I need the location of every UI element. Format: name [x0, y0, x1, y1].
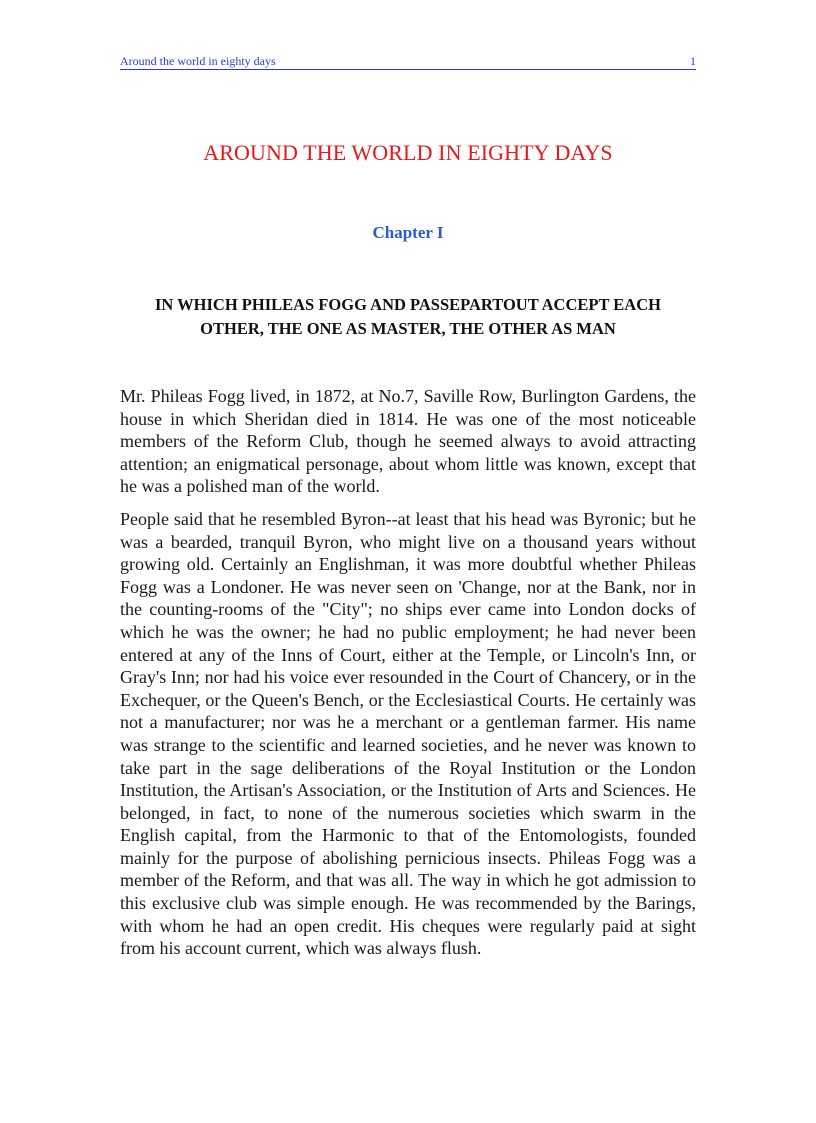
running-title-link[interactable]: Around the world in eighty days [120, 54, 276, 68]
paragraph-1: Mr. Phileas Fogg lived, in 1872, at No.7, Saville Row, Burlington Gardens, the house in which Sheridan died in 1814. He was one of the most noticeable members of the Reform Club, though he seemed always to avoid attracting attention; an enigmatical personage, about whom little was known, except that he was a polished man of the world. [120, 386, 696, 497]
running-header [120, 54, 696, 70]
chapter-heading-line-1: IN WHICH PHILEAS FOGG AND PASSEPARTOUT ACCEPT EACH [155, 295, 661, 314]
paragraph-2: People said that he resembled Byron--at least that his head was Byronic; but he was a bearded, tranquil Byron, who might live on a thousand years without growing old. Certainly an Englishman, it was more doubtful whether Phileas Fogg was a Londoner. He was never seen on 'Change, nor at the Bank, nor in the counting-rooms of the "City"; no ships ever came into London docks of which he was the owner; he had no public employment; he had never been entered at any of the Inns of Court, either at the Temple, or Lincoln's Inn, or Gray's Inn; nor had his voice ever resounded in the Court of Chancery, or in the Exchequer, or the Queen's Bench, or the Ecclesiastical Courts. He certainly was not a manufacturer; nor was he a merchant or a gentleman farmer. His name was strange to the scientific and learned societies, and he never was known to take part in the sage deliberations of the Royal Institution or the London Institution, the Artisan's Association, or the Institution of Arts and Sciences. He belonged, in fact, to none of the numerous societies which swarm in the English capital, from the Harmonic to that of the Entomologists, founded mainly for the purpose of abolishing pernicious insects. Phileas Fogg was a member of the Reform, and that was all. The way in which he got admission to this exclusive club was simple enough. He was recommended by the Barings, with whom he had an open credit. His cheques were regularly paid at sight from his account current, which was always flush. [120, 508, 696, 959]
chapter-body [120, 385, 696, 970]
chapter-heading-line-2: OTHER, THE ONE AS MASTER, THE OTHER AS MAN [200, 319, 616, 338]
page-number: 1 [690, 54, 696, 68]
chapter-heading [120, 293, 696, 341]
chapter-label: Chapter I [372, 223, 444, 242]
book-title: AROUND THE WORLD IN EIGHTY DAYS [203, 140, 613, 165]
